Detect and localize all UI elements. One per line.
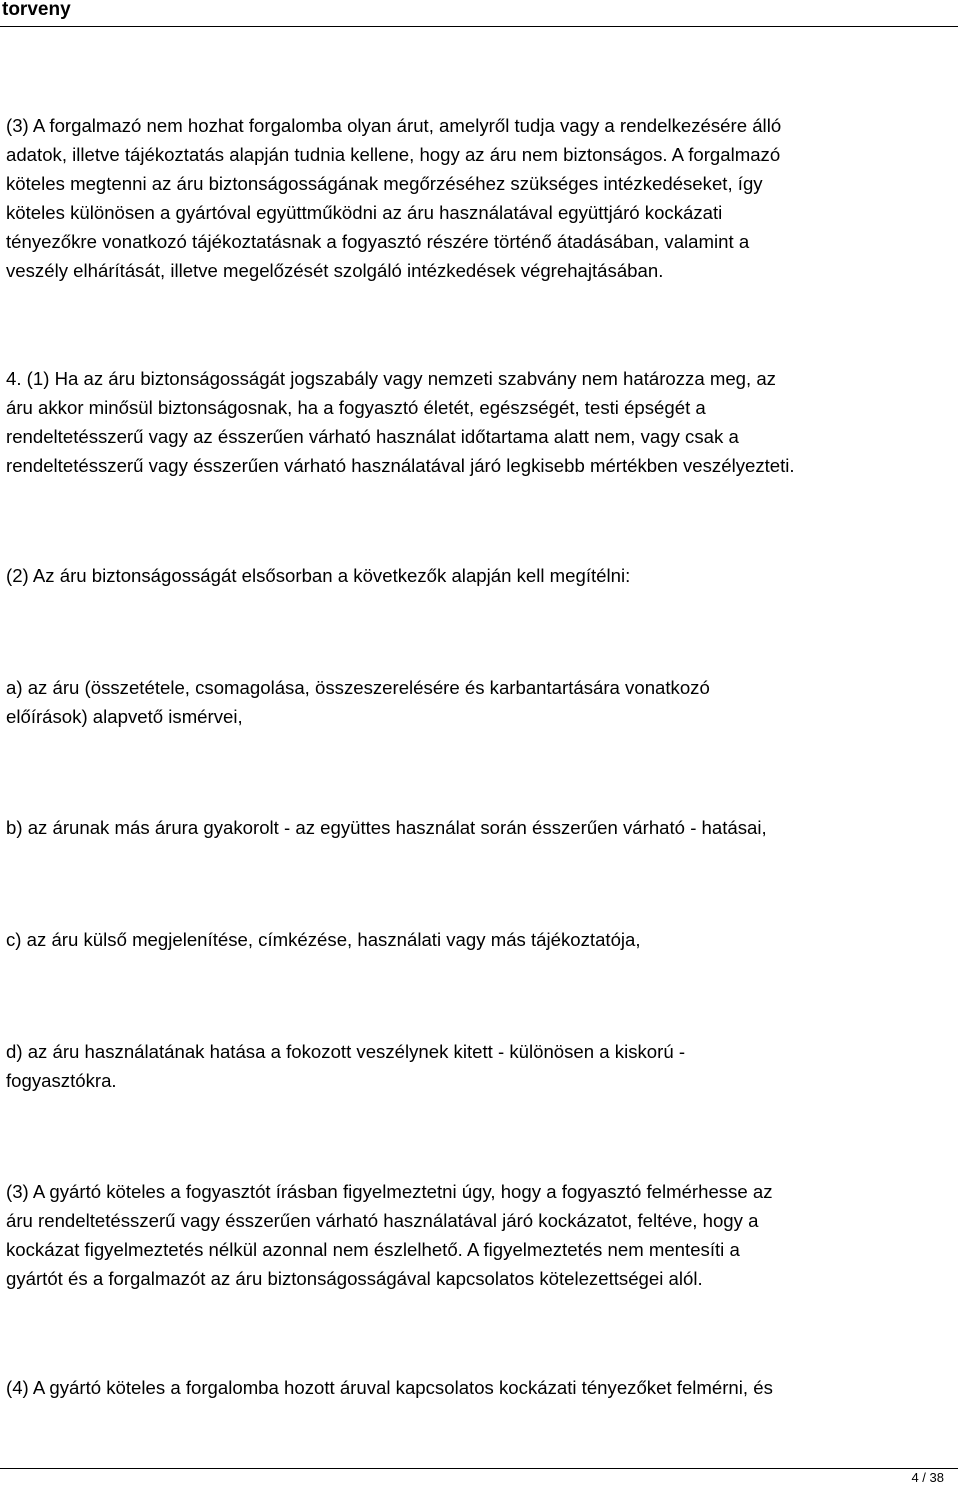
text-line: (2) Az áru biztonságosságát elsősorban a következők alapján kell megítélni:	[6, 565, 631, 586]
text-line: c) az áru külső megjelenítése, címkézése, használati vagy más tájékoztatója,	[6, 929, 641, 950]
text-line: (4) A gyártó köteles a forgalomba hozott áruval kapcsolatos kockázati tényezőket felmérni, és	[6, 1377, 773, 1398]
text-line: kockázat figyelmeztetés nélkül azonnal nem észlelhető. A figyelmeztetés nem mentesíti a	[6, 1239, 740, 1260]
list-item-a	[6, 673, 951, 731]
text-line: köteles különösen a gyártóval együttműködni az áru használatával együttjáró kockázati	[6, 202, 723, 223]
text-line: veszély elhárítását, illetve megelőzését szolgáló intézkedések végrehajtásában.	[6, 260, 664, 281]
text-line: 4. (1) Ha az áru biztonságosságát jogszabály vagy nemzeti szabvány nem határozza meg, az	[6, 368, 776, 389]
text-line: gyártót és a forgalmazót az áru biztonságosságával kapcsolatos kötelezettségei alól.	[6, 1268, 703, 1289]
text-line: tényezőkre vonatkozó tájékoztatásnak a fogyasztó részére történő átadásában, valamint a	[6, 231, 750, 252]
list-item-c	[6, 925, 951, 954]
section-4-paragraph-2	[6, 561, 951, 590]
text-line: (3) A forgalmazó nem hozhat forgalomba olyan árut, amelyről tudja vagy a rendelkezésére álló	[6, 115, 782, 136]
document-title: torveny	[2, 0, 71, 20]
page-header	[0, 0, 958, 27]
text-line: (3) A gyártó köteles a fogyasztót írásban figyelmeztetni úgy, hogy a fogyasztó felmérhesse az	[6, 1181, 773, 1202]
text-line: rendeltetésszerű vagy ésszerűen várható használatával járó legkisebb mértékben veszélyezteti.	[6, 455, 795, 476]
section-4-paragraph-4	[6, 1373, 951, 1402]
list-item-b	[6, 813, 951, 842]
text-line: b) az árunak más árura gyakorolt - az együttes használat során ésszerűen várható - hatásai,	[6, 817, 767, 838]
footer-divider	[0, 1468, 958, 1469]
page-number: 4 / 38	[911, 1470, 944, 1485]
section-4-paragraph-3	[6, 1177, 951, 1293]
list-item-d	[6, 1037, 951, 1095]
text-line: d) az áru használatának hatása a fokozott veszélynek kitett - különösen a kiskorú -	[6, 1041, 686, 1062]
section-4-paragraph-1	[6, 364, 951, 480]
text-line: áru akkor minősül biztonságosnak, ha a fogyasztó életét, egészségét, testi épségét a	[6, 397, 706, 418]
text-line: a) az áru (összetétele, csomagolása, összeszerelésére és karbantartására vonatkozó	[6, 677, 710, 698]
text-line: adatok, illetve tájékoztatás alapján tudnia kellene, hogy az áru nem biztonságos. A forgalmazó	[6, 144, 781, 165]
text-line: rendeltetésszerű vagy az ésszerűen várható használat időtartama alatt nem, vagy csak a	[6, 426, 739, 447]
text-line: köteles megtenni az áru biztonságosságának megőrzéséhez szükséges intézkedéseket, így	[6, 173, 763, 194]
text-line: fogyasztókra.	[6, 1070, 117, 1091]
text-line: előírások) alapvető ismérvei,	[6, 706, 243, 727]
paragraph-3-distributor	[6, 111, 951, 285]
text-line: áru rendeltetésszerű vagy ésszerűen várható használatával járó kockázatot, feltéve, hogy a	[6, 1210, 759, 1231]
